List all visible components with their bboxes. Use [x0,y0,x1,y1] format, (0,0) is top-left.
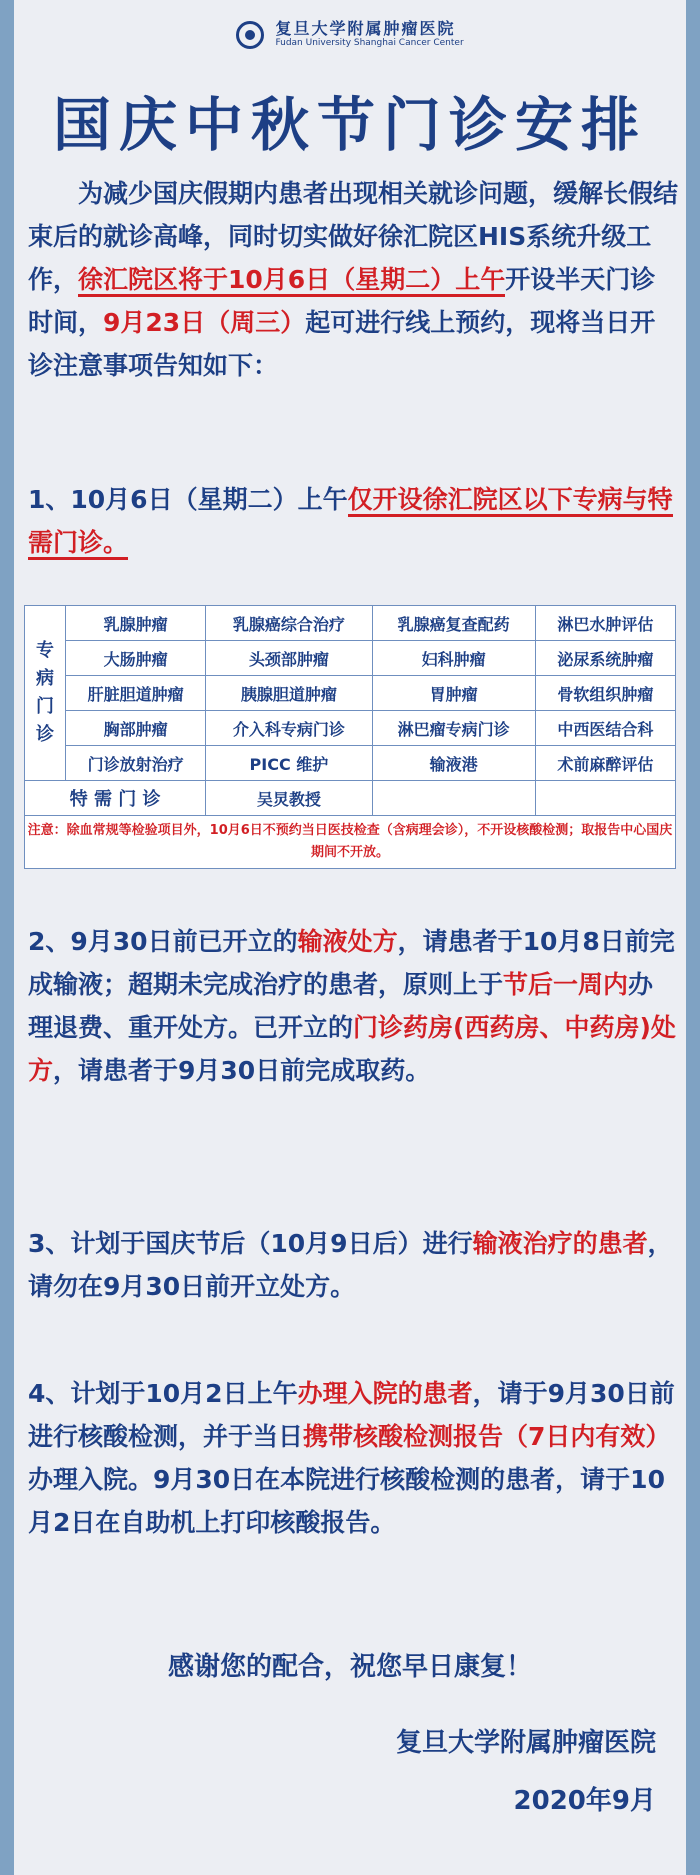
table-note: 注意：除血常规等检验项目外，10月6日不预约当日医技检查（含病理会诊），不开设核酸检测；取报告中心国庆期间不开放。 [25,816,676,869]
logo-text [275,20,463,49]
table-cell: 乳腺癌综合治疗 [206,606,372,641]
item-4 [28,1372,678,1544]
table-cell: 大肠肿瘤 [66,641,206,676]
hospital-seal-icon [236,21,264,49]
table-cell: 泌尿系统肿瘤 [535,641,675,676]
signature-org: 复旦大学附属肿瘤医院 [395,1728,656,1758]
table-cell: 术前麻醉评估 [535,746,675,781]
intro-paragraph [28,172,678,387]
item-3 [28,1222,678,1308]
intro-highlight-booking: 9月23日（周三） [103,308,306,337]
item-2-highlight-d: 节后一周内 [503,970,629,999]
item-2-highlight-f: 门诊药房(西药房、中药房)处方 [28,1013,676,1085]
table-row [25,606,676,641]
table-cell: 输液港 [372,746,535,781]
table-row [25,711,676,746]
item-1-highlight: 仅开设徐汇院区以下专病与特需门诊。 [28,485,673,560]
table-cell: 介入科专病门诊 [206,711,372,746]
item-2-text-a: 2、9月30日前已开立的 [28,927,298,956]
item-3-text-c: ，请勿在9月30日前开立处方。 [28,1229,673,1301]
item-4-highlight-d: 携带核酸检测报告（7日内有效） [303,1422,671,1451]
table-cell-empty [535,781,675,816]
special-clinic-value: 吴炅教授 [206,781,372,816]
intro-text-e: 起可进行线上预约，现将当日开诊注意事项告知如下： [28,308,656,380]
item-4-highlight-b: 办理入院的患者 [297,1379,473,1408]
item-2-highlight-b: 输液处方 [297,927,398,956]
table-cell: 乳腺肿瘤 [66,606,206,641]
intro-text-c: 开设半天门诊时间， [28,265,656,337]
clinic-table [24,605,676,869]
table-row [25,816,676,869]
table-cell: 胸部肿瘤 [66,711,206,746]
item-2 [28,920,678,1092]
table-cell: 胰腺胆道肿瘤 [206,676,372,711]
table-cell: 肝脏胆道肿瘤 [66,676,206,711]
item-4-text-a: 4、计划于10月2日上午 [28,1379,298,1408]
table-row [25,746,676,781]
intro-text-a: 为减少国庆假期内患者出现相关就诊问题，缓解长假结束后的就诊高峰，同时切实做好徐汇院区HIS系统升级工作， [28,179,679,294]
table-row [25,676,676,711]
item-1-text: 1、10月6日（星期二）上午 [28,485,348,514]
table-row [25,641,676,676]
item-2-text-c: ，请患者于10月8日前完成输液；超期未完成治疗的患者，原则上于 [28,927,675,999]
thanks-message: 感谢您的配合，祝您早日康复！ [167,1652,532,1682]
item-1 [28,478,678,564]
hospital-logo [14,20,686,49]
item-3-text-a: 3、计划于国庆节后（10月9日后）进行 [28,1229,473,1258]
item-2-text-e: 办理退费、重开处方。已开立的 [28,970,654,1042]
item-4-text-c: ，请于9月30日前进行核酸检测，并于当日 [28,1379,675,1451]
notice-card [14,0,686,1875]
item-2-text-g: ，请患者于9月30日前完成取药。 [53,1056,431,1085]
table-cell: 骨软组织肿瘤 [535,676,675,711]
intro-highlight-date: 徐汇院区将于10月6日（星期二）上午 [78,265,505,297]
special-clinic-label: 特 需 门 诊 [25,781,206,816]
hospital-name-cn: 复旦大学附属肿瘤医院 [275,19,456,38]
table-cell: PICC 维护 [206,746,372,781]
page-title: 国庆中秋节门诊安排 [52,91,647,159]
table-cell: 乳腺癌复查配药 [372,606,535,641]
table-cell: 淋巴水肿评估 [535,606,675,641]
signature-date: 2020年9月 [513,1786,656,1816]
table-cell: 中西医结合科 [535,711,675,746]
table-cell: 门诊放射治疗 [66,746,206,781]
table-cell: 淋巴瘤专病门诊 [372,711,535,746]
item-4-text-e: 办理入院。9月30日在本院进行核酸检测的患者，请于10月2日在自助机上打印核酸报告。 [28,1465,665,1537]
table-cell: 胃肿瘤 [372,676,535,711]
specialty-clinic-label: 专病门诊 [25,606,66,781]
table-row [25,781,676,816]
table-cell-empty [372,781,535,816]
hospital-name-en: Fudan University Shanghai Cancer Center [275,38,464,48]
table-cell: 头颈部肿瘤 [206,641,372,676]
table-cell: 妇科肿瘤 [372,641,535,676]
item-3-highlight: 输液治疗的患者 [472,1229,648,1258]
